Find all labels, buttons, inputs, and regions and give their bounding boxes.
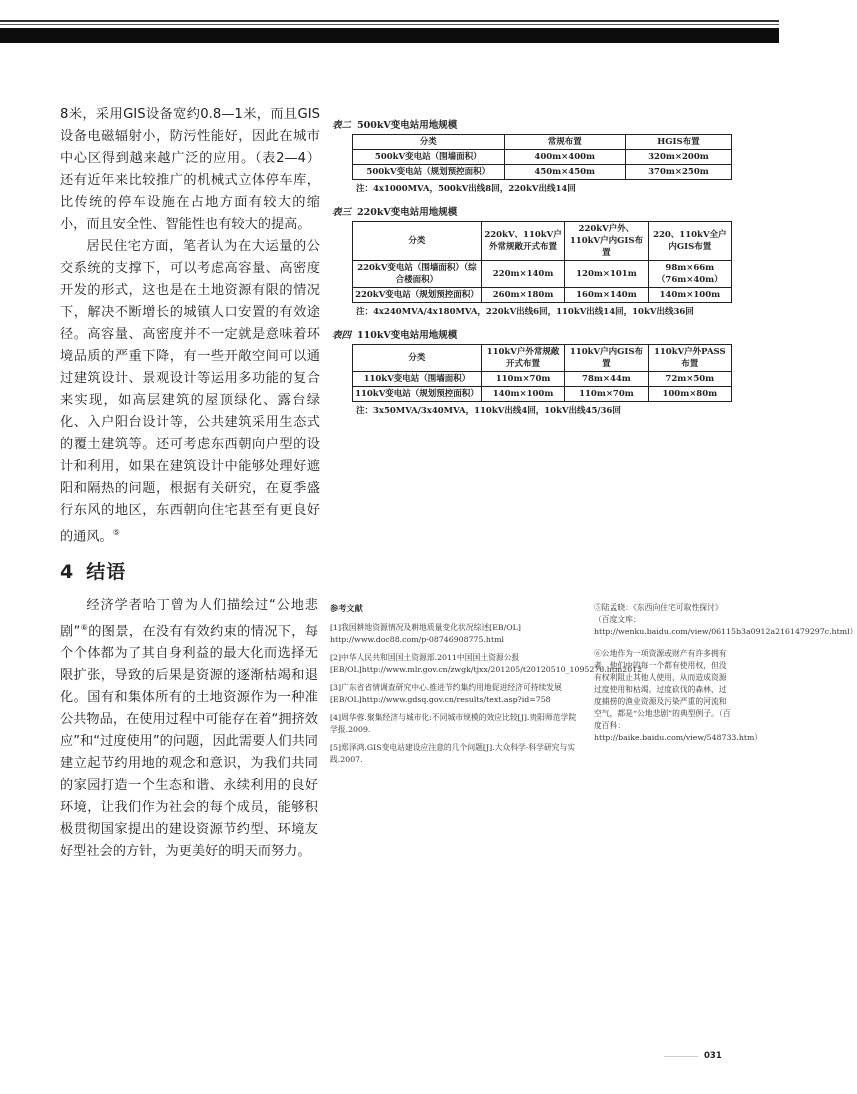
table-3-number: 表三	[332, 207, 352, 218]
table-3-title: 220kV变电站用地规模	[357, 207, 458, 218]
table-cell: 400m×400m	[504, 150, 625, 165]
table-header-row	[353, 222, 732, 261]
footnote-marker-5: ⑤	[112, 528, 120, 537]
table-cell: 500kV变电站（规划预控面积）	[353, 165, 505, 180]
table-header-cell: 110kV户外常规敞开式布置	[481, 345, 564, 372]
table-header-cell: 分类	[353, 135, 505, 150]
table-header-cell: 分类	[353, 345, 482, 372]
footnote-5: ⑤陆孟晓：《东西向住宅可取性探讨》（百度文库：http://wenku.baidu.com/view/06115b3a0912a2161479297c.html）	[594, 603, 857, 636]
table-cell: 140m×100m	[648, 288, 731, 303]
table-cell: 450m×450m	[504, 165, 625, 180]
table-cell: 260m×180m	[481, 288, 564, 303]
table-3-note: 注：4x240MVA/4x180MVA，220kV出线6回，110kV出线14回，10kV出线36回	[356, 307, 694, 317]
table-header-cell: 常规布置	[504, 135, 625, 150]
table-header-cell: 220kV户外、110kV户内GIS布置	[565, 222, 648, 261]
section-title: 结语	[86, 561, 127, 583]
table-cell: 110kV变电站（围墙面积）	[353, 372, 482, 387]
table-row	[353, 165, 732, 180]
table-header-cell: 110kV户外PASS布置	[648, 345, 731, 372]
conclusion-text-b: 的图景，在没有有效约束的情况下，每个个体都为了其自身利益的最大化而选择无限扩张，导致的后果是资源的逐渐枯竭和退化。国有和集体所有的土地资源作为一种准公共物品，在使用过程中可能存在着“拥挤效应”和“过度使用”的问题，因此需要人们共同建立起节约用地的观念和意识，为我们共同的家园打造一个生态和谐、永续利用的良好环境，让我们作为社会的每个成员，能够积极贯彻国家提出的建设资源节约型、环境友好型社会的方针，为更美好的明天而努力。	[60, 624, 319, 860]
table-cell: 220kV变电站（规划预控面积）	[353, 288, 482, 303]
references	[330, 602, 643, 772]
footnote-marker-6: ⑥	[80, 623, 89, 632]
body-paragraph-2-text: 居民住宅方面，笔者认为在大运量的公交系统的支撑下，可以考虑高容量、高密度开发的形式，这也是在土地资源有限的情况下，解决不断增长的城镇人口安置的有效途径。高容量、高密度并不一定就是意味着环境品质的严重下降，有一些开敞空间可以通过建筑设计、景观设计等运用多功能的复合来实现，如高层建筑的屋顶绿化、露台绿化、入户阳台设计等，公共建筑采用生态式的覆土建筑等。还可考虑东西朝向户型的设计和利用，如果在建筑设计中能够处理好遮阳和隔热的问题，根据有关研究，在夏季盛行东风的地区，东西朝向住宅甚至有更良好的通风。	[60, 239, 320, 545]
table-3-block	[332, 204, 732, 317]
section-heading	[60, 557, 138, 584]
table-header-cell: 220、110kV全户内GIS布置	[648, 222, 731, 261]
references-heading: 参考文献	[330, 603, 363, 613]
body-paragraph-1: 8米，采用GIS设备宽约0.8—1米，而且GIS设备电磁辐射小，防污性能好，因此在城市中心区得到越来越广泛的应用。（表2—4）还有近年来比较推广的机械式立体停车库，比传统的停车设施在占地方面有较大的缩小，而且安全性、智能性也有较大的提高。	[60, 107, 320, 232]
top-banner-band	[0, 28, 779, 43]
reference-item: [5]郑泽鸿.GIS变电站建设应注意的几个问题[J].大众科学·科学研究与实践.2007.	[330, 743, 576, 764]
table-row	[353, 288, 732, 303]
table-header-row	[353, 345, 732, 372]
table-cell: 78m×44m	[565, 372, 648, 387]
table-2-number: 表二	[332, 120, 352, 131]
table-header-cell: 220kV、110kV户外常规敞开式布置	[481, 222, 564, 261]
reference-item: [4]周华蓉.聚集经济与城市化:不同城市规模的效应比较[J].贵阳师范学院学报.2009.	[330, 713, 577, 734]
table-2	[352, 134, 732, 180]
table-cell: 320m×200m	[625, 150, 731, 165]
table-4-block	[332, 327, 732, 416]
table-2-title: 500kV变电站用地规模	[357, 120, 458, 131]
table-cell: 72m×50m	[648, 372, 731, 387]
table-cell: 160m×140m	[565, 288, 648, 303]
reference-item: [3]广东省省情调查研究中心.推进节约集约用地促进经济可持续发展[EB/OL]http://www.gdsq.gov.cn/results/text.asp?id=758	[330, 683, 562, 704]
table-cell: 110m×70m	[481, 372, 564, 387]
table-cell: 220kV变电站（围墙面积）（综合楼面积）	[353, 261, 482, 288]
table-cell: 110kV变电站（规划预控面积）	[353, 387, 482, 402]
table-header-row	[353, 135, 732, 150]
table-header-cell: 分类	[353, 222, 482, 261]
table-cell: 100m×80m	[648, 387, 731, 402]
table-header-cell: 110kV户内GIS布置	[565, 345, 648, 372]
table-cell: 140m×100m	[481, 387, 564, 402]
table-cell: 98m×66m（76m×40m）	[648, 261, 731, 288]
conclusion-text-a: 经济学者哈丁曾为人们描绘过“公地悲剧”	[60, 598, 318, 640]
table-cell: 220m×140m	[481, 261, 564, 288]
table-2-block	[332, 117, 732, 194]
conclusion-block	[60, 595, 318, 863]
reference-item: [1]我国耕地资源情况及耕地质量变化状况综述[EB/OL] http://www.doc88.com/p-08746908775.html	[330, 623, 521, 644]
reference-item: [2]中华人民共和国国土资源部.2011中国国土资源公报[EB/OL]http://www.mlr.gov.cn/zwgk/tjxx/201205/t20120510_1095276.htm2012	[330, 653, 643, 674]
table-row	[353, 372, 732, 387]
table-cell: 500kV变电站（围墙面积）	[353, 150, 505, 165]
table-4	[352, 344, 732, 402]
table-2-note: 注：4x1000MVA，500kV出线8回，220kV出线14回	[356, 184, 576, 194]
tables-column	[332, 117, 732, 426]
footnotes	[594, 602, 857, 754]
section-number: 4	[60, 561, 75, 583]
table-2-caption	[332, 117, 732, 131]
conclusion-paragraph	[60, 595, 318, 863]
table-cell: 120m×101m	[565, 261, 648, 288]
table-4-note: 注：3x50MVA/3x40MVA，110kV出线4回，10kV出线45/36回	[356, 406, 621, 416]
table-row	[353, 261, 732, 288]
table-3	[352, 221, 732, 303]
table-header-cell: HGIS布置	[625, 135, 731, 150]
page-number: 031	[704, 1051, 722, 1061]
table-row	[353, 387, 732, 402]
table-row	[353, 150, 732, 165]
footnote-6: ⑥公地作为一项资源或财产有许多拥有者，他们中的每一个都有使用权，但没有权利阻止其他人使用，从而造成资源过度使用和枯竭。过度砍伐的森林、过度捕捞的渔业资源及污染严重的河流和空气，都是“公地悲剧”的典型例子。（百度百科：http://baike.baidu.com/view/548733.htm）	[594, 649, 763, 742]
table-cell: 110m×70m	[565, 387, 648, 402]
table-cell: 370m×250m	[625, 165, 731, 180]
top-banner	[0, 0, 779, 46]
table-3-caption	[332, 204, 732, 218]
body-paragraph-2	[60, 236, 320, 548]
table-4-caption	[332, 327, 732, 341]
body-column	[60, 104, 320, 548]
table-4-title: 110kV变电站用地规模	[357, 330, 458, 341]
table-4-number: 表四	[332, 330, 352, 341]
